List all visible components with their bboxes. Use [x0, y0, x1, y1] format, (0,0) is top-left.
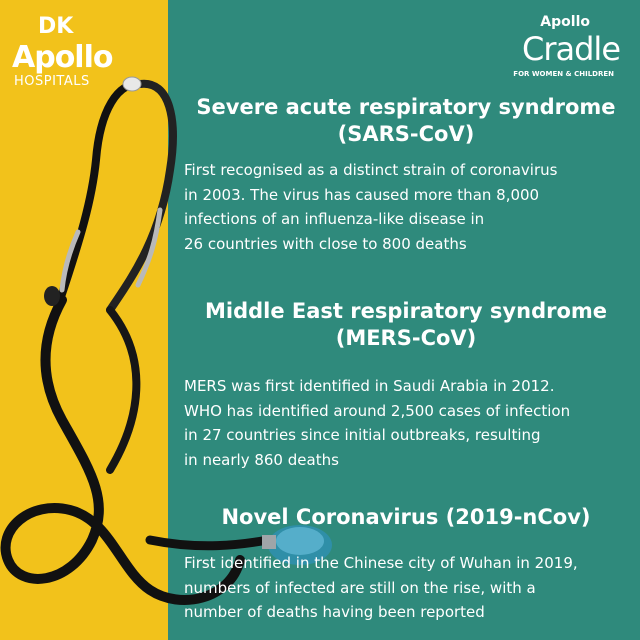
apollo-brand-text: Apollo	[12, 40, 113, 75]
heading-line: (MERS-CoV)	[335, 326, 477, 350]
body-line: WHO has identified around 2,500 cases of infection	[184, 401, 571, 420]
body-line: in 2003. The virus has caused more than 8,000	[184, 185, 540, 204]
cradle-tagline: FOR WOMEN & CHILDREN	[513, 70, 614, 78]
heading-line: Novel Coronavirus (2019-nCov)	[221, 505, 591, 529]
heading-line: Severe acute respiratory syndrome	[196, 95, 616, 119]
section-heading-ncov	[176, 504, 636, 531]
section-heading-mers	[176, 298, 636, 352]
section-body-ncov	[184, 551, 636, 625]
body-line: First recognised as a distinct strain of coronavirus	[184, 161, 558, 179]
section-body-sars	[184, 158, 636, 256]
body-line: in 27 countries since initial outbreaks, resulting	[184, 426, 541, 444]
body-line: numbers of infected are still on the rise, with a	[184, 578, 536, 597]
body-line: number of deaths having been reported	[184, 603, 485, 621]
apollo-cradle-logo	[486, 14, 626, 84]
cradle-apollo-text: Apollo	[540, 14, 590, 30]
section-body-mers	[184, 374, 636, 472]
body-line: MERS was first identified in Saudi Arabia in 2012.	[184, 377, 555, 395]
apollo-hospitals-logo	[10, 14, 150, 89]
heading-line: (SARS-CoV)	[337, 122, 475, 146]
body-line: First identified in the Chinese city of Wuhan in 2019,	[184, 554, 578, 572]
body-line: in nearly 860 deaths	[184, 450, 339, 469]
body-line: infections of an influenza-like disease in	[184, 210, 485, 228]
body-line: 26 countries with close to 800 deaths	[184, 234, 467, 253]
apollo-mark-icon: DK	[38, 14, 74, 39]
apollo-sub-text: HOSPITALS	[14, 74, 90, 89]
cradle-name-text: Cradle	[522, 30, 620, 68]
heading-line: Middle East respiratory syndrome	[204, 299, 608, 323]
section-heading-sars	[176, 94, 636, 148]
